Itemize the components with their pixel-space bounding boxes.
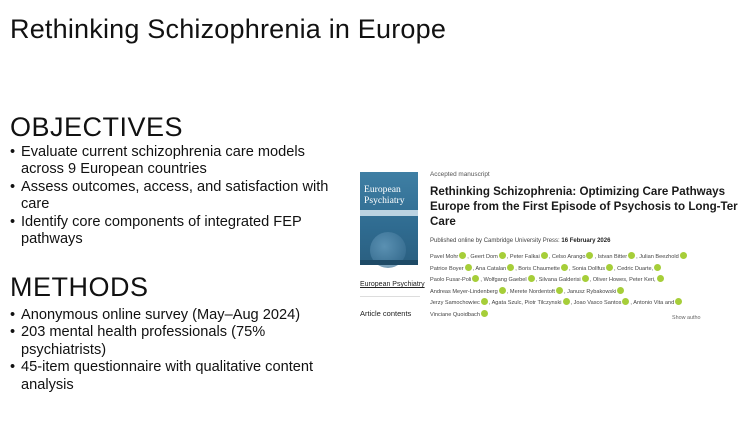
- orcid-icon[interactable]: [481, 310, 488, 317]
- author-name[interactable]: Istvan Bitter: [597, 254, 628, 260]
- method-item: • Anonymous online survey (May–Aug 2024): [10, 307, 301, 323]
- objectives-heading: OBJECTIVES: [10, 112, 184, 142]
- author-name[interactable]: Sonia Dollfus: [572, 265, 606, 272]
- orcid-icon[interactable]: [563, 298, 570, 305]
- article-title-line: Rethinking Schizophrenia: Optimizing Care Pathways: [430, 185, 726, 198]
- author-name[interactable]: Boris Chaumette: [518, 265, 560, 272]
- sidebar-divider: [360, 296, 420, 297]
- author-name[interactable]: Pavel Mohr: [430, 254, 459, 260]
- method-item: • 203 mental health professionals (75% psychiatrists): [10, 324, 266, 358]
- orcid-icon[interactable]: [472, 275, 479, 282]
- author-name[interactable]: Antonio Vita and: [633, 300, 675, 306]
- author-line: Jerzy Samochowiec , Agata Szulc, Piotr Tilczynski , Joao Vasco Santos , Antonio Vita and: [430, 298, 692, 310]
- journal-cover-image[interactable]: [360, 172, 418, 265]
- cover-footer-band: [360, 260, 418, 265]
- orcid-icon[interactable]: [654, 264, 661, 271]
- author-name[interactable]: Julian Beezhold: [639, 254, 679, 260]
- orcid-icon[interactable]: [657, 275, 664, 282]
- orcid-icon[interactable]: [628, 252, 635, 259]
- orcid-icon[interactable]: [541, 252, 548, 259]
- orcid-icon[interactable]: [465, 264, 472, 271]
- orcid-icon[interactable]: [507, 264, 514, 271]
- cover-band: [360, 210, 418, 216]
- author-name[interactable]: Jerzy Samochowiec: [430, 300, 480, 306]
- methods-heading: METHODS: [10, 272, 149, 302]
- author-name[interactable]: Andreas Meyer-Lindenberg: [430, 288, 498, 295]
- objective-item: • Identify core components of integrated FEP pathways: [10, 213, 302, 248]
- author-name[interactable]: Oliver Howes, Peter Keri,: [592, 277, 656, 283]
- objectives-list: [10, 144, 340, 248]
- journal-link[interactable]: European Psychiatry: [360, 281, 425, 288]
- article-title-line: Europe from the First Episode of Psychosis to Long-Ter: [430, 200, 738, 213]
- orcid-icon[interactable]: [528, 275, 535, 282]
- author-name[interactable]: Celso Arango: [551, 254, 586, 260]
- author-name[interactable]: Patrice Boyer: [430, 265, 464, 272]
- author-name[interactable]: Peter Falkai: [509, 254, 540, 260]
- author-name[interactable]: Agata Szulc, Piotr Tilczynski: [491, 300, 562, 306]
- article-title-line: Care: [430, 215, 456, 228]
- orcid-icon[interactable]: [459, 252, 466, 259]
- methods-list: [10, 307, 340, 394]
- author-name[interactable]: Joao Vasco Santos: [573, 300, 622, 306]
- orcid-icon[interactable]: [481, 298, 488, 305]
- objective-item: • Evaluate current schizophrenia care models across 9 European countries: [10, 144, 305, 178]
- article-contents-link[interactable]: Article contents: [360, 309, 412, 318]
- method-item: • 45-item questionnaire with qualitative content analysis: [10, 359, 314, 393]
- orcid-icon[interactable]: [586, 252, 593, 259]
- author-name[interactable]: Paolo Fusar-Poli: [430, 277, 472, 283]
- orcid-icon[interactable]: [561, 264, 568, 271]
- orcid-icon[interactable]: [499, 287, 506, 294]
- orcid-icon[interactable]: [556, 287, 563, 294]
- author-line: Patrice Boyer , Ana Catalan , Boris Chaumette , Sonia Dollfus , Cedric Duarte,: [430, 264, 692, 276]
- author-name[interactable]: Janusz Rybakowski: [567, 288, 617, 295]
- article-screenshot: [352, 162, 738, 332]
- orcid-icon[interactable]: [582, 275, 589, 282]
- slide-title: Rethinking Schizophrenia in Europe: [10, 14, 447, 44]
- author-name[interactable]: Cedric Duarte,: [617, 265, 654, 272]
- author-name[interactable]: Vinciane Quoidbach: [430, 311, 480, 318]
- show-authors-link[interactable]: Show autho: [672, 315, 701, 321]
- objective-item: • Assess outcomes, access, and satisfaction with care: [10, 178, 329, 213]
- orcid-icon[interactable]: [606, 264, 613, 271]
- author-line: Pavel Mohr , Geert Dom , Peter Falkai , Celso Arango , Istvan Bitter , Julian Beezhold: [430, 252, 692, 264]
- author-name[interactable]: Silvana Galderisi: [538, 277, 581, 283]
- author-line: [430, 310, 692, 322]
- manuscript-status: Accepted manuscript: [430, 171, 490, 178]
- author-line: Paolo Fusar-Poli , Wolfgang Gaebel , Silvana Galderisi , Oliver Howes, Peter Keri,: [430, 275, 692, 287]
- author-name[interactable]: Wolfgang Gaebel: [483, 277, 527, 283]
- author-line: Andreas Meyer-Lindenberg , Merete Nordentoft , Janusz Rybakowski: [430, 287, 692, 299]
- author-name[interactable]: Merete Nordentoft: [509, 288, 555, 295]
- author-list: [430, 252, 692, 321]
- author-name[interactable]: Geert Dom: [470, 254, 498, 260]
- published-info: Published online by Cambridge University Press: 16 February 2026: [430, 238, 611, 244]
- cover-title-line1: European: [364, 184, 401, 195]
- article-title: [430, 184, 738, 229]
- published-date: 16 February 2026: [561, 238, 611, 244]
- orcid-icon[interactable]: [675, 298, 682, 305]
- author-name[interactable]: Ana Catalan: [475, 265, 507, 272]
- orcid-icon[interactable]: [622, 298, 629, 305]
- orcid-icon[interactable]: [680, 252, 687, 259]
- orcid-icon[interactable]: [499, 252, 506, 259]
- orcid-icon[interactable]: [617, 287, 624, 294]
- cover-title-line2: Psychiatry: [364, 195, 405, 206]
